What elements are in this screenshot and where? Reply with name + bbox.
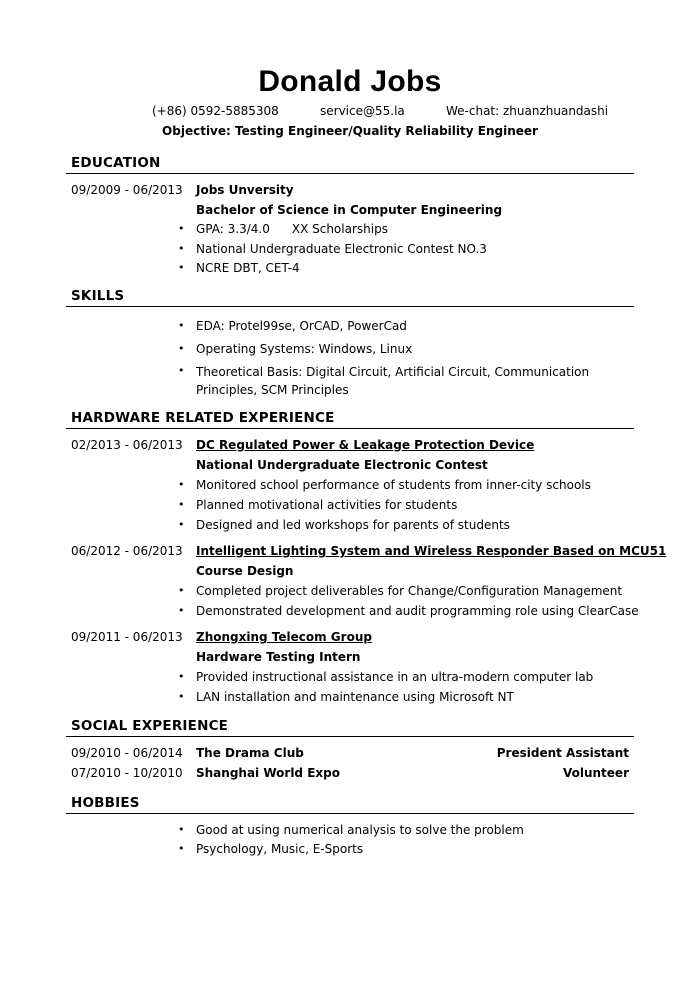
- education-date: 09/2009 - 06/2013: [71, 183, 183, 197]
- bullet-icon: •: [178, 670, 185, 683]
- education-divider: [66, 173, 634, 174]
- hobbies-divider: [66, 813, 634, 814]
- skills-bullet: Theoretical Basis: Digital Circuit, Artificial Circuit, Communication Principles, SCM Principles: [196, 365, 590, 397]
- social-divider: [66, 736, 634, 737]
- hardware-bullet: Designed and led workshops for parents of students: [196, 518, 510, 532]
- hardware-date: 09/2011 - 06/2013: [71, 630, 183, 644]
- social-org: The Drama Club: [196, 746, 304, 760]
- contact-line: [0, 104, 700, 122]
- hardware-project: Zhongxing Telecom Group: [196, 630, 372, 644]
- bullet-icon: •: [178, 261, 185, 274]
- hardware-bullet: LAN installation and maintenance using Microsoft NT: [196, 690, 514, 704]
- hardware-divider: [66, 428, 634, 429]
- bullet-icon: •: [178, 823, 185, 836]
- phone-number: (+86) 0592-5885308: [152, 104, 279, 118]
- hardware-heading: HARDWARE RELATED EXPERIENCE: [71, 410, 335, 426]
- hardware-bullet: Completed project deliverables for Change/Configuration Management: [196, 584, 623, 598]
- skills-bullet: Operating Systems: Windows, Linux: [196, 342, 413, 356]
- education-degree: Bachelor of Science in Computer Engineering: [196, 203, 503, 217]
- bullet-icon: •: [178, 222, 185, 235]
- candidate-name: Donald Jobs: [258, 65, 442, 98]
- bullet-icon: •: [178, 319, 185, 332]
- skills-heading: SKILLS: [71, 288, 125, 304]
- hardware-org: Hardware Testing Intern: [196, 650, 361, 664]
- education-scholarship: XX Scholarships: [291, 222, 388, 236]
- hardware-org: Course Design: [196, 564, 294, 578]
- objective-line: Objective: Testing Engineer/Quality Reliability Engineer: [162, 124, 538, 138]
- hobbies-heading: HOBBIES: [71, 795, 140, 811]
- bullet-icon: •: [178, 342, 185, 355]
- education-gpa-line: [196, 219, 388, 239]
- bullet-icon: •: [178, 242, 185, 255]
- hardware-bullet: Planned motivational activities for students: [196, 498, 458, 512]
- skills-bullet: EDA: Protel99se, OrCAD, PowerCad: [196, 319, 407, 333]
- education-school: Jobs Unversity: [196, 183, 294, 197]
- bullet-icon: •: [178, 584, 185, 597]
- hobbies-bullet: Psychology, Music, E-Sports: [196, 842, 364, 856]
- social-role: President Assistant: [496, 746, 629, 760]
- hardware-date: 02/2013 - 06/2013: [71, 438, 183, 452]
- social-heading: SOCIAL EXPERIENCE: [71, 718, 229, 734]
- bullet-icon: •: [178, 842, 185, 855]
- hardware-bullet: Provided instructional assistance in an ultra-modern computer lab: [196, 670, 594, 684]
- bullet-icon: •: [178, 498, 185, 511]
- skills-divider: [66, 306, 634, 307]
- social-org: Shanghai World Expo: [196, 766, 340, 780]
- hardware-bullet: Demonstrated development and audit programming role using ClearCase: [196, 604, 639, 618]
- hobbies-bullet: Good at using numerical analysis to solve the problem: [196, 823, 524, 837]
- wechat-id: We-chat: zhuanzhuandashi: [446, 104, 609, 118]
- social-role: Volunteer: [562, 766, 629, 780]
- hardware-org: National Undergraduate Electronic Contest: [196, 458, 488, 472]
- social-date: 09/2010 - 06/2014: [71, 746, 183, 760]
- education-heading: EDUCATION: [71, 155, 161, 171]
- email-address: service@55.la: [320, 104, 405, 118]
- bullet-icon: •: [178, 690, 185, 703]
- hardware-bullet: Monitored school performance of students from inner-city schools: [196, 478, 591, 492]
- bullet-icon: •: [178, 478, 185, 491]
- bullet-icon: •: [178, 604, 185, 617]
- education-bullet: National Undergraduate Electronic Contest NO.3: [196, 242, 487, 256]
- bullet-icon: •: [178, 364, 185, 377]
- education-bullet: NCRE DBT, CET-4: [196, 261, 300, 275]
- hardware-project: Intelligent Lighting System and Wireless Responder Based on MCU51: [196, 544, 667, 558]
- social-date: 07/2010 - 10/2010: [71, 766, 183, 780]
- hardware-project: DC Regulated Power & Leakage Protection Device: [196, 438, 535, 452]
- education-gpa: GPA: 3.3/4.0: [196, 222, 270, 236]
- bullet-icon: •: [178, 518, 185, 531]
- hardware-date: 06/2012 - 06/2013: [71, 544, 183, 558]
